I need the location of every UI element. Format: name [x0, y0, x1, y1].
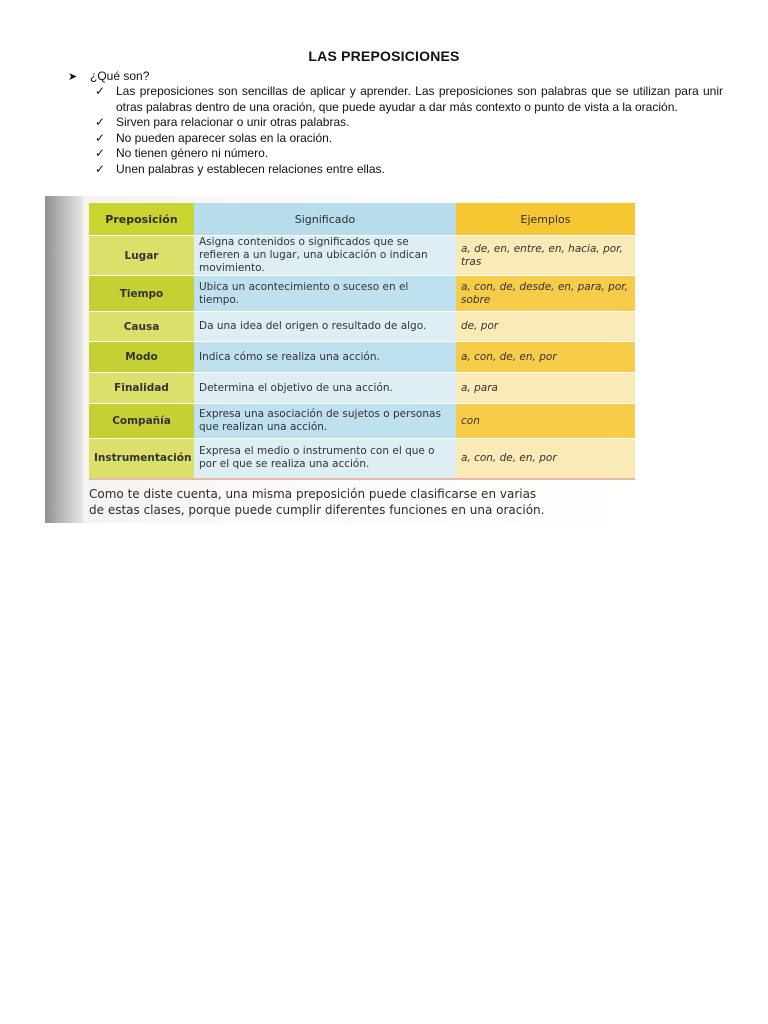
list-item	[95, 84, 723, 115]
checkmark-icon: ✓	[95, 130, 106, 145]
meaning-cell: Indica cómo se realiza una acción.	[194, 342, 456, 373]
checkmark-icon: ✓	[95, 146, 106, 160]
table-row	[89, 276, 635, 312]
examples-cell: a, con, de, en, por	[456, 342, 635, 373]
checkmark-icon: ✓	[95, 84, 106, 98]
examples-cell: a, para	[456, 373, 635, 404]
examples-cell: a, de, en, entre, en, hacia, por, tras	[456, 236, 635, 276]
preposition-cell: Compañía	[89, 404, 194, 439]
table-row	[89, 342, 635, 373]
header-ejemplos: Ejemplos	[456, 203, 635, 236]
checkmark-icon: ✓	[95, 115, 106, 129]
meaning-cell: Ubica un acontecimiento o suceso en el tiempo.	[194, 276, 456, 312]
meaning-cell: Asigna contenidos o significados que se refieren a un lugar, una ubicación o indican movimiento.	[194, 236, 456, 276]
header-preposicion: Preposición	[89, 203, 194, 236]
meaning-cell: Determina el objetivo de una acción.	[194, 373, 456, 404]
meaning-cell: Expresa una asociación de sujetos o personas que realizan una acción.	[194, 404, 456, 439]
list-item	[95, 115, 723, 131]
table-header-row	[89, 203, 635, 236]
list-item-text: No pueden aparecer solas en la oración.	[116, 130, 333, 145]
preposition-cell: Modo	[89, 342, 194, 373]
prepositions-table	[89, 203, 635, 480]
page-binding-shadow	[45, 196, 83, 523]
preposition-cell: Tiempo	[89, 276, 194, 312]
meaning-cell: Expresa el medio o instrumento con el que o por el que se realiza una acción.	[194, 439, 456, 479]
list-item	[95, 131, 723, 147]
arrowhead-bullet-icon: ➤	[68, 71, 78, 83]
meaning-cell: Da una idea del origen o resultado de algo.	[194, 312, 456, 342]
examples-cell: con	[456, 404, 635, 439]
preposition-cell: Causa	[89, 312, 194, 342]
question-line	[68, 69, 149, 85]
table-caption: Como te diste cuenta, una misma preposición puede clasificarse en varias de estas clases, porque puede cumplir diferentes funciones en una oración.	[89, 487, 545, 517]
examples-cell: a, con, de, en, por	[456, 439, 635, 479]
examples-cell: de, por	[456, 312, 635, 342]
header-significado: Significado	[194, 203, 456, 236]
list-item-text: Sirven para relacionar o unir otras palabras.	[116, 115, 350, 129]
preposition-cell: Lugar	[89, 236, 194, 276]
preposition-cell: Instrumentación	[89, 439, 194, 479]
list-item	[95, 162, 723, 178]
definition-list	[95, 84, 723, 177]
question-text: ¿Qué son?	[90, 69, 150, 83]
table-row	[89, 373, 635, 404]
table-row	[89, 439, 635, 479]
table-row	[89, 312, 635, 342]
list-item-text: Las preposiciones son sencillas de aplicar y aprender. Las preposiciones son palabras que se utilizan para unir otras palabras dentro de una oración, que puede ayudar a dar más contexto o punto de vista a la oración.	[116, 84, 723, 114]
table-row	[89, 236, 635, 276]
table-row	[89, 404, 635, 439]
page-title: LAS PREPOSICIONES	[308, 48, 460, 64]
list-item-text: Unen palabras y establecen relaciones entre ellas.	[116, 161, 385, 176]
preposition-cell: Finalidad	[89, 373, 194, 404]
examples-cell: a, con, de, desde, en, para, por, sobre	[456, 276, 635, 312]
list-item	[95, 146, 723, 162]
list-item-text: No tienen género ni número.	[116, 146, 269, 160]
checkmark-icon: ✓	[95, 161, 106, 176]
